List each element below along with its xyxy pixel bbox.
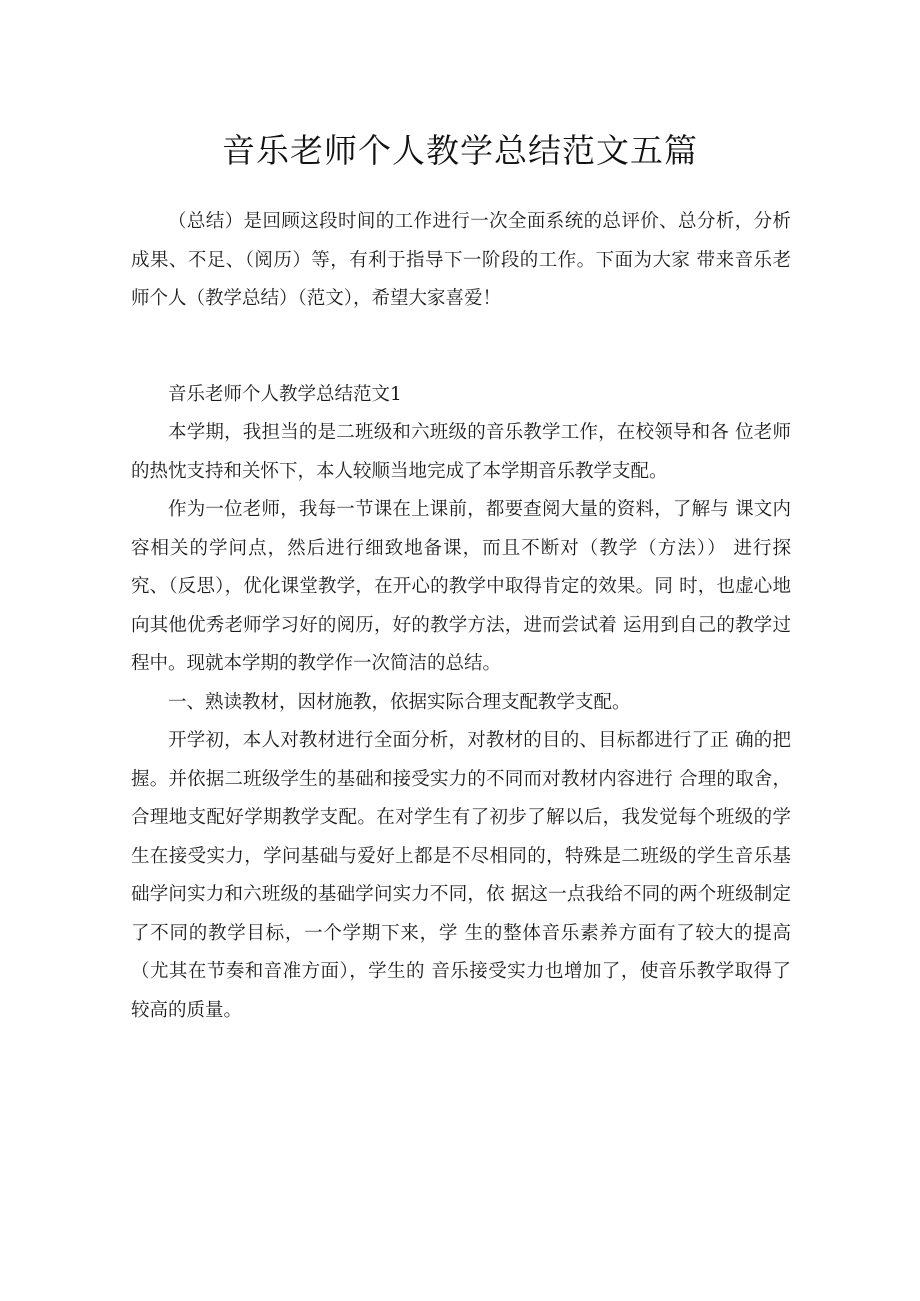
subheading-paragraph: 一、熟读教材，因材施教，依据实际合理支配教学支配。	[168, 691, 631, 713]
body-paragraph: 本学期，我担当的是二班级和六班级的音乐教学工作，在校领导和各 位老师的热忱支持和关怀下，本人较顺当地完成了本学期音乐教学支配。	[131, 422, 791, 482]
section-heading: 音乐老师个人教学总结范文1	[168, 383, 402, 405]
body-paragraph: 作为一位老师，我每一节课在上课前，都要查阅大量的资料，了解与 课文内容相关的学问点，然后进行细致地备课，而且不断对（教学（方法）） 进行探究、（反思），优化课堂教学，在开心的教学中取得肯定的效果。同 时，也虚心地向其他优秀老师学习好的阅历，好的教学方法，进而尝试着 运用到自己的教学过程中。现就本学期的教学作一次简洁的总结。	[131, 499, 791, 674]
spacer	[131, 319, 791, 376]
document-title: 音乐老师个人教学总结范文五篇	[222, 131, 698, 170]
body-paragraph: 开学初，本人对教材进行全面分析，对教材的目的、目标都进行了正 确的把握。并依据二班级学生的基础和接受实力的不同而对教材内容进行 合理的取舍，合理地支配好学期教学支配。在对学生有了初步了解以后，我发觉每个班级的学生在接受实力，学问基础与爱好上都是不尽相同的，特殊是二班级的学生音乐基础学问实力和六班级的基础学问实力不同，依 据这一点我给不同的两个班级制定了不同的教学目标，一个学期下来，学 生的整体音乐素养方面有了较大的提高（尤其在节奏和音准方面），学生的 音乐接受实力也增加了，使音乐教学取得了较高的质量。	[131, 730, 791, 1021]
document-body	[131, 203, 791, 1030]
intro-paragraph: （总结）是回顾这段时间的工作进行一次全面系统的总评价、总分析，分析成果、不足、（阅历）等，有利于指导下一阶段的工作。下面为大家 带来音乐老师个人（教学总结）（范文），希望大家喜爱！	[131, 211, 791, 309]
